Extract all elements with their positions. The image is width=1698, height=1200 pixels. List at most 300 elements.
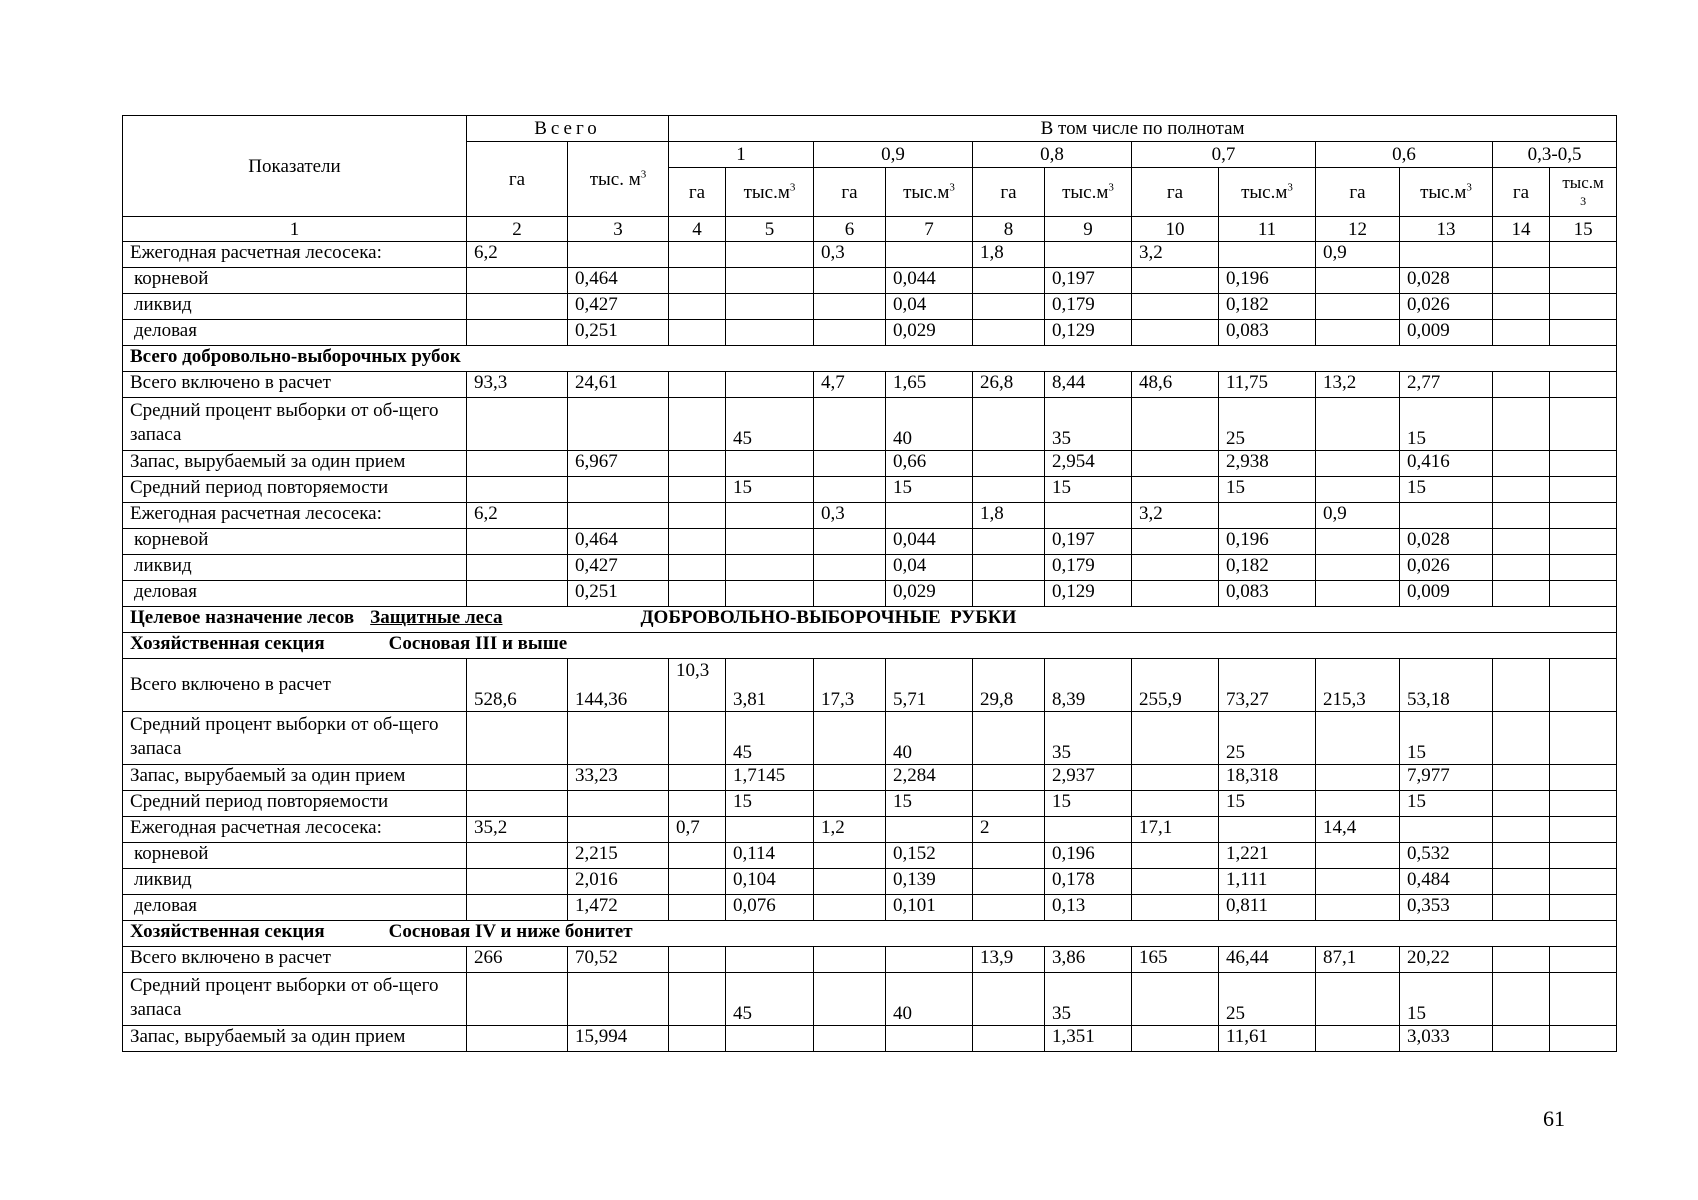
table-cell [669, 895, 726, 921]
table-header [123, 116, 1617, 242]
table-cell: 0,251 [568, 581, 669, 607]
table-cell: 0,811 [1219, 895, 1316, 921]
table-cell [669, 581, 726, 607]
table-cell [886, 503, 973, 529]
table-cell [973, 555, 1045, 581]
table-cell [814, 529, 886, 555]
row-label: Запас, вырубаемый за один прием [123, 451, 467, 477]
table-cell [568, 791, 669, 817]
table-cell: 3,81 [726, 659, 814, 712]
table-cell: 0,464 [568, 529, 669, 555]
table-cell: 0,104 [726, 869, 814, 895]
table-cell [973, 973, 1045, 1026]
table-cell: 1,7145 [726, 765, 814, 791]
row-label: корневой [123, 268, 467, 294]
table-cell: 3,86 [1045, 947, 1132, 973]
table-cell [973, 294, 1045, 320]
table-cell: 2,954 [1045, 451, 1132, 477]
table-cell [669, 398, 726, 451]
table-cell [568, 503, 669, 529]
table-row [123, 242, 1617, 268]
table-cell: 0,129 [1045, 320, 1132, 346]
table-cell: 46,44 [1219, 947, 1316, 973]
table-cell [1493, 320, 1550, 346]
table-cell: 11,61 [1219, 1026, 1316, 1052]
table-row [123, 895, 1617, 921]
table-cell: 0,427 [568, 555, 669, 581]
table-cell [726, 503, 814, 529]
row-label: деловая [123, 320, 467, 346]
table-cell [726, 294, 814, 320]
table-row [123, 869, 1617, 895]
table-cell [669, 555, 726, 581]
density-group: 0,9 [814, 142, 973, 168]
table-cell [568, 973, 669, 1026]
table-cell: 0,251 [568, 320, 669, 346]
table-cell: 6,2 [467, 503, 568, 529]
table-cell: 0,416 [1400, 451, 1493, 477]
table-cell: 40 [886, 973, 973, 1026]
table-cell: 2,938 [1219, 451, 1316, 477]
table-cell: 2,284 [886, 765, 973, 791]
table-cell [1550, 320, 1617, 346]
table-cell: 70,52 [568, 947, 669, 973]
table-cell [726, 451, 814, 477]
table-cell [814, 973, 886, 1026]
table-cell [1493, 398, 1550, 451]
table-cell: 6,967 [568, 451, 669, 477]
table-cell: 7,977 [1400, 765, 1493, 791]
table-cell [1493, 242, 1550, 268]
table-row [123, 817, 1617, 843]
forest-purpose-label: Целевое назначение лесов [130, 607, 355, 628]
table-cell [467, 268, 568, 294]
table-cell [814, 895, 886, 921]
table-cell: 35 [1045, 712, 1132, 765]
table-cell [1219, 817, 1316, 843]
table-cell [973, 320, 1045, 346]
table-cell [973, 712, 1045, 765]
table-cell [973, 268, 1045, 294]
table-cell [814, 294, 886, 320]
table-cell [1493, 581, 1550, 607]
table-cell: 0,139 [886, 869, 973, 895]
table-cell [1316, 294, 1400, 320]
table-cell [1493, 869, 1550, 895]
table-cell [886, 817, 973, 843]
table-cell [973, 398, 1045, 451]
table-row [123, 947, 1617, 973]
column-number: 2 [467, 217, 568, 242]
table-cell [669, 947, 726, 973]
table-cell [568, 398, 669, 451]
table-cell [1550, 869, 1617, 895]
table-row [123, 843, 1617, 869]
table-cell [1316, 869, 1400, 895]
table-cell [726, 817, 814, 843]
table-cell: 1,8 [973, 242, 1045, 268]
subheader-volume: $тыс.м^3$ [1400, 168, 1493, 217]
table-cell [1550, 895, 1617, 921]
table-row [123, 712, 1617, 765]
table-cell [814, 765, 886, 791]
table-cell [669, 294, 726, 320]
table-cell: 2,77 [1400, 372, 1493, 398]
table-cell: 0,044 [886, 268, 973, 294]
table-cell [1493, 372, 1550, 398]
table-cell: 25 [1219, 398, 1316, 451]
table-cell [1550, 765, 1617, 791]
row-label: Средний процент выборки от об-щего запаса [123, 712, 467, 765]
table-body [123, 242, 1617, 1052]
header-indicators: Показатели [123, 116, 467, 217]
table-cell: 15 [886, 477, 973, 503]
table-cell [568, 477, 669, 503]
table-cell [1316, 1026, 1400, 1052]
row-label: Всего включено в расчет [123, 947, 467, 973]
table-cell [1493, 712, 1550, 765]
table-cell [1316, 555, 1400, 581]
table-cell: 0,129 [1045, 581, 1132, 607]
table-cell [1493, 294, 1550, 320]
table-cell [1550, 529, 1617, 555]
table-cell [467, 581, 568, 607]
table-cell: 15 [726, 477, 814, 503]
table-cell [669, 869, 726, 895]
table-cell: 15 [1400, 477, 1493, 503]
table-cell: 15 [1400, 791, 1493, 817]
density-group: 0,7 [1132, 142, 1316, 168]
table-cell: 18,318 [1219, 765, 1316, 791]
table-cell: 0,7 [669, 817, 726, 843]
table-cell [973, 869, 1045, 895]
economic-section-value: Сосновая IV и ниже бонитет [388, 921, 633, 942]
table-cell [814, 268, 886, 294]
table-cell [1493, 477, 1550, 503]
table-cell [1132, 398, 1219, 451]
section-title: Всего добровольно-выборочных рубок [123, 346, 1617, 372]
table-cell: 2,937 [1045, 765, 1132, 791]
table-cell: 0,152 [886, 843, 973, 869]
table-cell [886, 947, 973, 973]
row-label: корневой [123, 529, 467, 555]
subheader-ha: га [669, 168, 726, 217]
column-numbers-row [123, 217, 1617, 242]
table-row [123, 973, 1617, 1026]
table-cell [814, 712, 886, 765]
table-cell: 0,083 [1219, 320, 1316, 346]
table-cell: 0,182 [1219, 294, 1316, 320]
table-cell: 3,2 [1132, 503, 1219, 529]
forest-cutting-table [122, 115, 1617, 1052]
subheader-ha: га [973, 168, 1045, 217]
table-cell [1550, 791, 1617, 817]
table-cell [814, 843, 886, 869]
table-cell: 10,3 [669, 659, 726, 712]
subheader-volume: тыс.м 3 [1550, 168, 1617, 217]
table-cell: 2 [973, 817, 1045, 843]
table-cell: 0,9 [1316, 242, 1400, 268]
table-cell: 15 [726, 791, 814, 817]
table-cell: 53,18 [1400, 659, 1493, 712]
table-cell: 25 [1219, 712, 1316, 765]
table-cell: 0,197 [1045, 268, 1132, 294]
table-cell [1045, 817, 1132, 843]
density-group: 0,6 [1316, 142, 1493, 168]
row-label: Средний процент выборки от об-щего запаса [123, 398, 467, 451]
economic-section-value: Сосновая III и выше [388, 633, 568, 654]
column-number: 9 [1045, 217, 1132, 242]
section-row [123, 607, 1617, 633]
table-cell [669, 973, 726, 1026]
table-cell [814, 791, 886, 817]
table-cell: 11,75 [1219, 372, 1316, 398]
row-label: ликвид [123, 869, 467, 895]
table-cell: 0,029 [886, 581, 973, 607]
column-number: 6 [814, 217, 886, 242]
table-cell [726, 529, 814, 555]
table-cell [1316, 529, 1400, 555]
table-cell: 144,36 [568, 659, 669, 712]
table-cell [669, 843, 726, 869]
subheader-ha: га [1132, 168, 1219, 217]
density-group: 0,8 [973, 142, 1132, 168]
table-cell: 15 [1219, 477, 1316, 503]
table-cell [1316, 791, 1400, 817]
table-cell [467, 765, 568, 791]
table-cell [1550, 843, 1617, 869]
table-cell: 20,22 [1400, 947, 1493, 973]
table-cell: 13,9 [973, 947, 1045, 973]
table-cell [467, 477, 568, 503]
table-cell: 1,351 [1045, 1026, 1132, 1052]
table-cell [814, 451, 886, 477]
table-cell: 17,3 [814, 659, 886, 712]
table-cell [1550, 398, 1617, 451]
table-cell [669, 791, 726, 817]
table-cell [1132, 477, 1219, 503]
table-cell [467, 451, 568, 477]
table-cell [669, 1026, 726, 1052]
table-cell [1316, 712, 1400, 765]
table-cell [726, 947, 814, 973]
section-row [123, 346, 1617, 372]
table-cell [1132, 294, 1219, 320]
table-cell: 266 [467, 947, 568, 973]
table-cell: 33,23 [568, 765, 669, 791]
table-cell: 35,2 [467, 817, 568, 843]
table-cell [1132, 869, 1219, 895]
economic-section-heading [123, 633, 1617, 659]
table-cell [467, 869, 568, 895]
subheader-volume: $тыс.м^3$ [1219, 168, 1316, 217]
table-cell [1493, 659, 1550, 712]
table-cell [973, 843, 1045, 869]
table-cell: 6,2 [467, 242, 568, 268]
column-number: 10 [1132, 217, 1219, 242]
column-number: 1 [123, 217, 467, 242]
table-cell: 0,3 [814, 242, 886, 268]
table-cell [886, 242, 973, 268]
table-cell [1316, 843, 1400, 869]
table-cell [814, 869, 886, 895]
table-cell [1550, 294, 1617, 320]
table-cell: 1,2 [814, 817, 886, 843]
economic-section-label: Хозяйственная секция [130, 921, 325, 942]
table-cell [1316, 477, 1400, 503]
table-cell [669, 503, 726, 529]
table-cell [726, 555, 814, 581]
table-cell [1550, 555, 1617, 581]
table-row [123, 503, 1617, 529]
forest-purpose-value: Защитные леса [370, 607, 503, 628]
table-cell: 93,3 [467, 372, 568, 398]
table-cell: 0,179 [1045, 555, 1132, 581]
column-number: 5 [726, 217, 814, 242]
table-cell: 35 [1045, 973, 1132, 1026]
table-cell [1550, 503, 1617, 529]
table-cell: 24,61 [568, 372, 669, 398]
column-number: 3 [568, 217, 669, 242]
table-cell [1400, 817, 1493, 843]
table-cell [814, 947, 886, 973]
row-label: Всего включено в расчет [123, 372, 467, 398]
table-cell: 8,44 [1045, 372, 1132, 398]
density-group: 1 [669, 142, 814, 168]
table-cell [1493, 947, 1550, 973]
table-cell [1550, 372, 1617, 398]
table-cell: 0,427 [568, 294, 669, 320]
table-cell [1316, 268, 1400, 294]
table-cell: 15 [1045, 477, 1132, 503]
forest-purpose-heading [123, 607, 1617, 633]
table-cell: 0,04 [886, 294, 973, 320]
table-cell: 15 [1400, 398, 1493, 451]
table-cell [1493, 503, 1550, 529]
section-row [123, 921, 1617, 947]
table-cell [1550, 659, 1617, 712]
subheader-ha: га [1316, 168, 1400, 217]
table-cell: 3,033 [1400, 1026, 1493, 1052]
table-cell: 40 [886, 398, 973, 451]
table-cell [467, 1026, 568, 1052]
table-cell: 0,114 [726, 843, 814, 869]
table-cell [1550, 242, 1617, 268]
table-cell: 0,009 [1400, 581, 1493, 607]
table-row [123, 1026, 1617, 1052]
table-row [123, 451, 1617, 477]
table-cell [467, 712, 568, 765]
table-cell [1132, 320, 1219, 346]
table-cell [1132, 1026, 1219, 1052]
table-cell: 0,3 [814, 503, 886, 529]
table-cell [1316, 451, 1400, 477]
table-cell: 0,178 [1045, 869, 1132, 895]
table-cell: 0,182 [1219, 555, 1316, 581]
table-cell [1132, 843, 1219, 869]
table-row [123, 791, 1617, 817]
table-cell: 15,994 [568, 1026, 669, 1052]
table-cell [467, 895, 568, 921]
table-cell: 48,6 [1132, 372, 1219, 398]
table-cell [1132, 581, 1219, 607]
table-cell [467, 973, 568, 1026]
table-cell: 215,3 [1316, 659, 1400, 712]
table-cell [669, 712, 726, 765]
table-cell: 0,083 [1219, 581, 1316, 607]
table-cell [1045, 503, 1132, 529]
table-cell: 0,66 [886, 451, 973, 477]
header-total-ha: га [467, 142, 568, 217]
table-cell: 0,026 [1400, 555, 1493, 581]
density-group: 0,3-0,5 [1493, 142, 1617, 168]
table-cell [973, 791, 1045, 817]
table-cell [726, 372, 814, 398]
table-cell [1316, 895, 1400, 921]
row-label: Ежегодная расчетная лесосека: [123, 242, 467, 268]
table-cell [467, 843, 568, 869]
table-cell [467, 398, 568, 451]
table-cell [1550, 268, 1617, 294]
table-cell [669, 320, 726, 346]
table-cell: 25 [1219, 973, 1316, 1026]
table-cell [1132, 451, 1219, 477]
table-cell [1132, 529, 1219, 555]
row-label: Средний процент выборки от об-щего запаса [123, 973, 467, 1026]
table-cell [568, 242, 669, 268]
table-cell [467, 791, 568, 817]
row-label: ликвид [123, 294, 467, 320]
column-number: 4 [669, 217, 726, 242]
table-cell: 2,016 [568, 869, 669, 895]
table-cell: 0,532 [1400, 843, 1493, 869]
table-cell: 35 [1045, 398, 1132, 451]
row-label: Всего включено в расчет [123, 659, 467, 712]
table-cell: 0,13 [1045, 895, 1132, 921]
table-cell [973, 529, 1045, 555]
table-cell [1132, 765, 1219, 791]
economic-section-heading [123, 921, 1617, 947]
table-cell: 3,2 [1132, 242, 1219, 268]
table-cell [1045, 242, 1132, 268]
table-cell [886, 1026, 973, 1052]
table-row [123, 398, 1617, 451]
section-row [123, 633, 1617, 659]
table-row [123, 581, 1617, 607]
table-cell: 0,026 [1400, 294, 1493, 320]
table-cell: 1,221 [1219, 843, 1316, 869]
table-cell [467, 555, 568, 581]
table-cell [726, 581, 814, 607]
table-cell: 0,009 [1400, 320, 1493, 346]
table-cell: 13,2 [1316, 372, 1400, 398]
row-label: Ежегодная расчетная лесосека: [123, 503, 467, 529]
header-total: Всего [467, 116, 669, 142]
table-row [123, 268, 1617, 294]
table-cell [1493, 529, 1550, 555]
table-cell: 15 [1400, 712, 1493, 765]
table-cell [1493, 268, 1550, 294]
table-cell: 0,484 [1400, 869, 1493, 895]
table-cell: 1,8 [973, 503, 1045, 529]
column-number: 12 [1316, 217, 1400, 242]
table-cell: 26,8 [973, 372, 1045, 398]
table-cell: 0,196 [1219, 529, 1316, 555]
row-label: Ежегодная расчетная лесосека: [123, 817, 467, 843]
table-cell: 0,076 [726, 895, 814, 921]
table-cell [726, 1026, 814, 1052]
column-number: 8 [973, 217, 1045, 242]
